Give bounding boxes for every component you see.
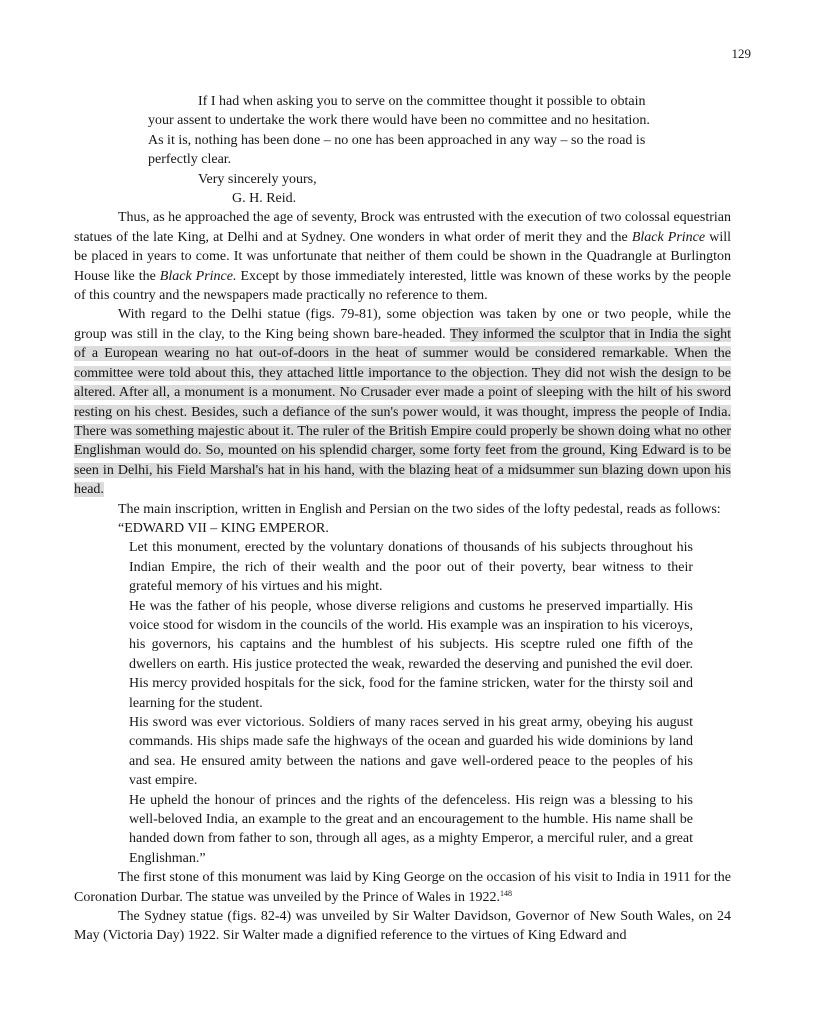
text-run: will be placed in years to come. It was unfortunate that neither of them could be shown in the Quadrangle at Burlington House like the (74, 229, 731, 284)
page-number: 129 (731, 46, 751, 61)
italic-title-black-prince: Black Prince. (159, 268, 237, 284)
text-run: The first stone of this monument was laid by King George on the occasion of his visit to India in 1911 for the Coronation Durbar. The statue was unveiled by the Prince of Wales in 1922. (74, 870, 731, 905)
inscription-heading: “EDWARD VII – KING EMPEROR. (118, 520, 329, 536)
inscription-paragraph: He upheld the honour of princes and the rights of the defenceless. His reign was a blessing to his well-beloved India, an example to the great and an encouragement to the humble. His name shall be handed down from father to son, through all ages, as a mighty Emperor, a merciful ruler, and a great Englishman.” (129, 792, 693, 866)
inscription-paragraph: His sword was ever victorious. Soldiers of many races served in his great army, obeying his august commands. His ships made safe the highways of the ocean and guarded his wide dominions by land and sea. He ensured amity between the nations and gave well-ordered peace to the peoples of his vast empire. (129, 715, 693, 789)
footnote-marker: 148 (500, 888, 513, 898)
page-body (74, 92, 731, 946)
text-run: Except by those immediately interested, little was known of these works by the people of this country and the newspapers made practically no reference to them. (74, 268, 732, 304)
body-paragraph-sydney-statue: The Sydney statue (figs. 82-4) was unveiled by Sir Walter Davidson, Governor of New South Wales, on 24 May (Victoria Day) 1922. Sir Walter made a dignified reference to the virtues of King Edward and (74, 909, 731, 944)
text-run: Thus, as he approached the age of seventy, Brock was entrusted with the execution of two colossal equestrian statues of the late King, at Delhi and at Sydney. One wonders in what order of merit they and the (74, 210, 731, 245)
body-paragraph-statues (74, 208, 731, 305)
inscription-paragraph: He was the father of his people, whose diverse religions and customs he preserved impartially. His voice stood for wisdom in the councils of the world. His example was an inspiration to his viceroys, his governors, his captains and the humblest of his subjects. His sceptre ruled one fifth of the dwellers on earth. His justice protected the weak, rewarded the deserving and punished the evil doer. His mercy provided hospitals for the sick, food for the famine stricken, water for the thirsty soil and learning for the student. (129, 598, 693, 711)
text-run: With regard to the Delhi statue (figs. 79-81), some objection was taken by one or two people, while the group was still in the clay, to the King being shown bare-headed. (74, 307, 731, 342)
highlighted-passage: They informed the sculptor that in India the sight of a European wearing no hat out-of-doors in the heat of summer would be considered remarkable. When the committee were told about this, they attached little importance to the objection. They did not wish the design to be altered. After all, a monument is a monument. No Crusader ever made a point of sleeping with the hilt of his sword resting on his chest. Besides, such a defiance of the sun's power would, it was thought, impress the people of India. There was something majestic about it. The ruler of the British Empire could properly be shown doing what no other Englishman would do. So, mounted on his splendid charger, some forty feet from the ground, King Edward is to be seen in Delhi, his Field Marshal's hat in his hand, with the blazing heat of a midsummer sun blazing down upon his head. (74, 326, 731, 498)
body-paragraph-delhi-statue (74, 305, 731, 499)
inscription-paragraph: Let this monument, erected by the voluntary donations of thousands of his subjects throughout his Indian Empire, the rich of their wealth and the poor out of their poverty, bear witness to their grateful memory of his virtues and his might. (129, 540, 693, 595)
body-paragraph-inscription-intro: The main inscription, written in English and Persian on the two sides of the lofty pedestal, reads as follows: (118, 501, 721, 517)
letter-signature: G. H. Reid. (232, 191, 297, 207)
body-paragraph-first-stone (74, 868, 731, 907)
italic-title-black-prince: Black Prince (631, 229, 706, 245)
letter-closing: Very sincerely yours, (198, 171, 317, 187)
quoted-letter (148, 92, 651, 208)
letter-paragraph: If I had when asking you to serve on the committee thought it possible to obtain your assent to undertake the work there would have been no committee and no hesitation. As it is, nothing has been done – no one has been approached in any way – so the road is perfectly clear. (148, 94, 650, 168)
inscription-text (129, 538, 693, 868)
